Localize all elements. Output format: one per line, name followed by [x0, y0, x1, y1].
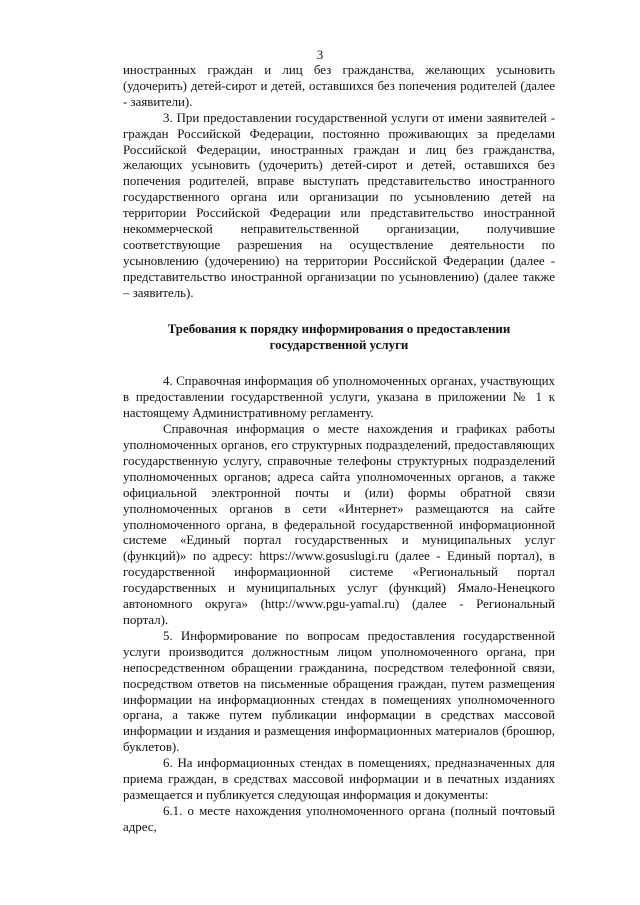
page-number: 3	[316, 47, 324, 62]
paragraph-5: 5. Информирование по вопросам предоставления государственной услуги производится должностным лицом уполномоченного органа, при непосредственном обращении гражданина, посредством телефонной связи, посредством ответов на письменные обращения граждан, путем размещения информации на информационных стендах в помещениях уполномоченного органа, а также путем публикации информации в средствах массовой информации и издания и размещения информационных материалов (брошюр, буклетов).	[123, 628, 555, 755]
paragraph-reference-info: Справочная информация о месте нахождения и графиках работы уполномоченных органов, его структурных подразделений, предоставляющих государственную услугу, справочные телефоны структурных подразделений уполномоченных органов; адреса сайта уполномоченных органов, а также официальной электронной почты и (или) формы обратной связи уполномоченных органов в сети «Интернет» размещаются на сайте уполномоченного органа, в федеральной государственной информационной системе «Единый портал государственных и муниципальных услуг (функций)» по адресу: https://www.gosuslugi.ru (далее - Единый портал), в государственной информационной системе «Региональный портал государственных и муниципальных услуг (функций) Ямало-Ненецкого автономного округа» (http://www.pgu-yamal.ru) (далее - Региональный портал).	[123, 422, 555, 627]
document-body	[123, 63, 555, 836]
paragraph-3: 3. При предоставлении государственной услуги от имени заявителей - граждан Российской Федерации, постоянно проживающих за пределами Российской Федерации, иностранных граждан и лиц без гражданства, желающих усыновить (удочерить) детей-сирот и детей, оставшихся без попечения родителей, вправе выступать представительство иностранного государственного органа или организации по усыновлению детей на территории Российской Федерации или представительство иностранной некоммерческой неправительственной организации, получившие соответствующие разрешения на осуществление деятельности по усыновлению (удочерению) на территории Российской Федерации (далее - представительство иностранной организации по усыновлению) (далее также – заявитель).	[123, 110, 555, 300]
paragraph-4: 4. Справочная информация об уполномоченных органах, участвующих в предоставлении государственной услуги, указана в приложении № 1 к настоящему Административному регламенту.	[123, 374, 555, 421]
paragraph-6-1: 6.1. о месте нахождения уполномоченного органа (полный почтовый адрес,	[123, 803, 555, 834]
paragraph-continued: иностранных граждан и лиц без гражданства, желающих усыновить (удочерить) детей-сирот и детей, оставшихся без попечения родителей (далее - заявители).	[123, 63, 555, 109]
paragraph-6: 6. На информационных стендах в помещениях, предназначенных для приема граждан, в средствах массовой информации и в печатных изданиях размещается и публикуется следующая информация и документы:	[123, 756, 555, 802]
section-heading: Требования к порядку информирования о предоставлении государственной услуги	[167, 321, 511, 352]
